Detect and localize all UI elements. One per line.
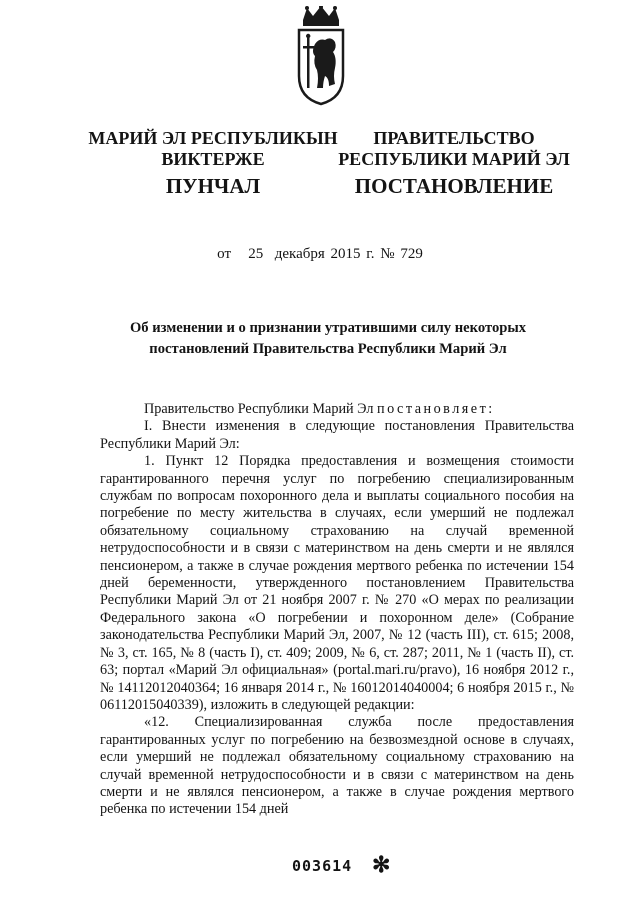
document-date-number: от 25 декабря 2015 г. № 729 — [217, 246, 423, 262]
intro-verb: постановляет: — [376, 401, 495, 417]
intro-text: Правительство Республики Марий Эл — [144, 401, 377, 417]
document-subject — [88, 318, 568, 360]
body-paragraph-quote: «12. Специализированная служба после предоставления гарантированных услуг по погребению на безвозмездной основе в случаях, если умерший не подлежал обязательному социальному страхованию на случай временной нетрудоспособности и в связи с материнством на день смерти и не являлся пенсионером, а также в случае рождения мертвого ребенка по истечении 154 дней — [100, 714, 574, 818]
body-paragraph-intro — [100, 401, 574, 418]
header-left-line1: МАРИЙ ЭЛ РЕСПУБЛИКЫН — [88, 128, 338, 148]
body-paragraph-section-1: I. Внести изменения в следующие постановления Правительства Республики Марий Эл: — [100, 418, 574, 452]
subject-line-2: постановлений Правительства Республики Марий Эл — [149, 341, 507, 357]
header-right-org — [338, 128, 570, 170]
doc-type-russian: ПОСТАНОВЛЕНИЕ — [354, 174, 554, 198]
form-serial-number: 003614 — [292, 857, 353, 875]
header-left-line2: ВИКТЕРЖЕ — [161, 149, 265, 169]
header-right-line2: РЕСПУБЛИКИ МАРИЙ ЭЛ — [338, 149, 570, 169]
form-mark-icon: ✻ — [372, 852, 391, 877]
document-body — [100, 401, 574, 819]
header-right-line1: ПРАВИТЕЛЬСТВО — [373, 128, 535, 148]
doc-type-mari: ПУНЧАЛ — [165, 174, 261, 198]
body-paragraph-item-1: 1. Пункт 12 Порядка предоставления и возмещения стоимости гарантированного перечня услуг по погребению специализированным службам по вопросам похоронного дела и выплаты социального пособия на погребение по месту жительства в случаях, если умерший не подлежал обязательному социальному страхованию на случай временной нетрудоспособности и в связи с материнством на день смерти и не являлся пенсионером, а также в случае рождения мертвого ребенка по истечении 154 дней беременности, утвержденного постановлением Правительства Республики Марий Эл от 21 ноября 2007 г. № 270 «О мерах по реализации Федерального закона «О погребении и похоронном деле» (Собрание законодательства Республики Марий Эл, 2007, № 12 (часть III), ст. 615; 2008, № 3, ст. 165, № 8 (часть I), ст. 409; 2009, № 6, ст. 287; 2011, № 1 (часть II), ст. 63; портал «Марий Эл официальная» (portal.mari.ru/pravo), 16 ноября 2012 г., № 14112012040364; 16 января 2014 г., № 16012014040004; 6 ноября 2015 г., № 06112015040339), изложить в следующей редакции: — [100, 453, 574, 713]
coat-of-arms-icon — [295, 6, 347, 106]
subject-line-1: Об изменении и о признании утратившими силу некоторых — [129, 320, 527, 336]
header-left-org — [88, 128, 338, 170]
